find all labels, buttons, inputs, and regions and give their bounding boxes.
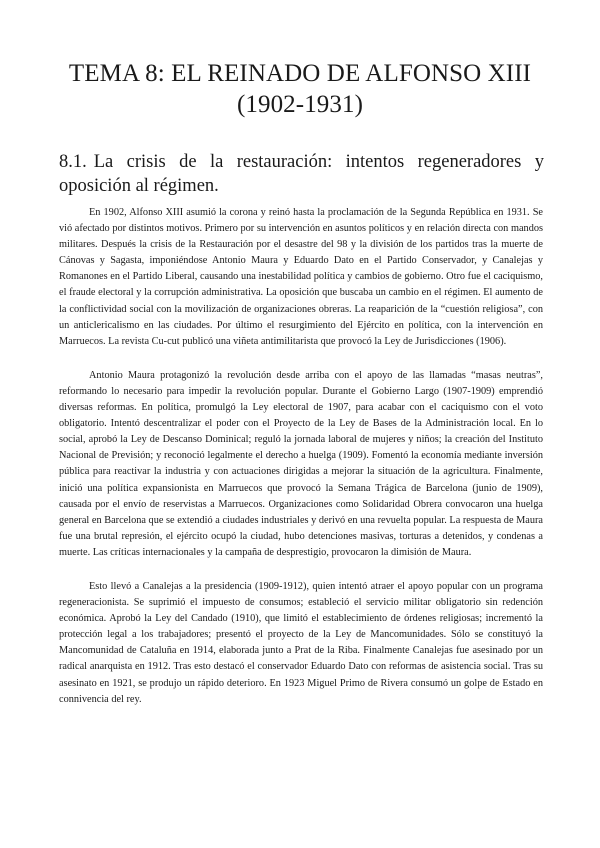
paragraph-2: Antonio Maura protagonizó la revolución desde arriba con el apoyo de las llamadas “masas neutras”, reformando lo necesario para impedir la revolución popular. Durante el Gobierno Largo (1907-1909) emprendió diversas reformas. En política, promulgó la Ley electoral de 1907, para acabar con el caciquismo con el voto obligatorio. Intentó descentralizar el poder con el Proyecto de la Ley de Bases de la Administración local. En lo social, aprobó la Ley de Descanso Dominical; reguló la jornada laboral de mujeres y niños; la creación del Instituto Nacional de Previsión; y reconoció legalmente el derecho a huelga (1909). Fomentó la economía mediante inversión pública para reactivar la industria y con actuaciones dirigidas a mejorar la situación de la agricultura. Finalmente, inició una política expansionista en Marruecos que provocó la Semana Trágica de Barcelona (junio de 1909), causada por el envío de reservistas a Marruecos. Organizaciones como Solidaridad Obrera convocaron una huelga general en Barcelona que se extendió a ciudades industriales y derivó en una revuelta popular. La respuesta de Maura fue una brutal represión, el ejército ocupó la ciudad, hubo detenciones masivas, torturas a detenidos, y condenas a muerte. Las críticas internacionales y la campaña de desprestigio, provocaron la dimisión de Maura. [59, 369, 543, 558]
section-number: 8.1. [59, 152, 87, 172]
page-title [40, 58, 560, 120]
title-line-2: (1902-1931) [236, 91, 364, 118]
title-line-1: TEMA 8: EL REINADO DE ALFONSO XIII [68, 60, 532, 87]
section-heading-text: La crisis de la restauración: intentos regeneradores y oposición al régimen. [59, 152, 544, 196]
body-text [59, 205, 543, 726]
paragraph-1: En 1902, Alfonso XIII asumió la corona y reinó hasta la proclamación de la Segunda República en 1931. Se vió afectado por distintos motivos. Primero por su intervención en asuntos políticos y en relación directa con mandos militares. Después la crisis de la Restauración por el desastre del 98 y la división de los partidos tras la muerte de Cánovas y Sagasta, imponiéndose Antonio Maura y Eduardo Dato en el Partido Conservador, y Canalejas y Romanones en el Partido Liberal, causando una inestabilidad política y cambios de gobierno. Otro fue el caciquismo, el fraude electoral y la corrupción administrativa. La oposición que buscaba un cambio en el régimen. El aumento de la conflictividad social con la movilización de organizaciones obreras. La reaparición de la “cuestión religiosa”, con un anticlericalismo en las ciudades. Por último el resurgimiento del Ejército en política, con la intervención en Marruecos. La revista Cu-cut publicó una viñeta antimilitarista que provocó la Ley de Jurisdicciones (1906). [59, 207, 543, 347]
paragraph-3: Esto llevó a Canalejas a la presidencia (1909-1912), quien intentó atraer el apoyo popular con un programa regeneracionista. Se suprimió el impuesto de consumos; estableció el servicio militar obligatorio sin redención económica. Aprobó la Ley del Candado (1910), que limitó el establecimiento de órdenes religiosas; incrementó la protección legal a los trabajadores; presentó el proyecto de la Ley de Mancomunidades. Sólo se constituyó la Mancomunidad de Cataluña en 1914, elaborada junto a Prat de la Riba. Finalmente Canalejas fue asesinado por un radical anarquista en 1912. Tras esto destacó el conservador Eduardo Dato con reformas de asistencia social. Tras su asesinato en 1921, se produjo un rápido deterioro. En 1923 Miguel Primo de Rivera consumó un golpe de Estado en connivencia del rey. [59, 580, 543, 705]
section-heading [59, 150, 544, 198]
